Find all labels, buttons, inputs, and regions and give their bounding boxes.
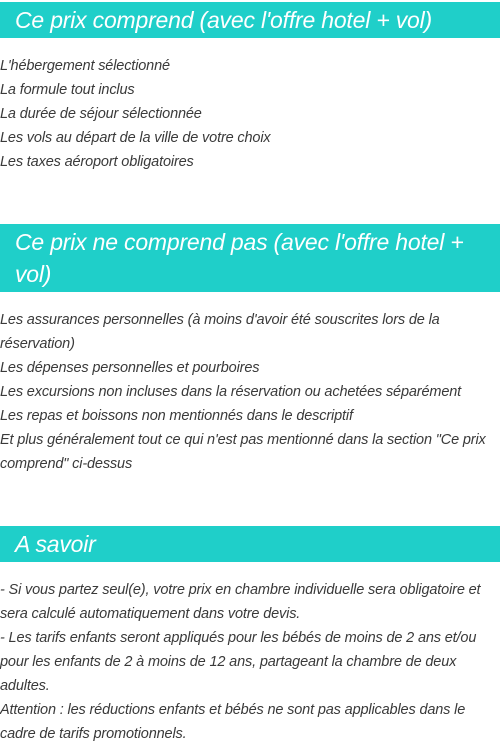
list-item: Les repas et boissons non mentionnés dans le descriptif	[0, 408, 353, 424]
section-spacer	[0, 174, 500, 224]
list-item: L'hébergement sélectionné	[0, 58, 170, 74]
list-item: Les vols au départ de la ville de votre choix	[0, 130, 271, 146]
list-item: Et plus généralement tout ce qui n'est pas mentionné dans la section "Ce prix comprend" ci-dessus	[0, 432, 486, 472]
excludes-title: Ce prix ne comprend pas (avec l'offre hotel + vol)	[0, 224, 500, 292]
excludes-section	[0, 224, 500, 476]
includes-list	[0, 38, 500, 174]
list-item: La formule tout inclus	[0, 82, 135, 98]
list-item: Les assurances personnelles (à moins d'avoir été souscrites lors de la réservation)	[0, 312, 440, 352]
includes-title: Ce prix comprend (avec l'offre hotel + vol)	[0, 2, 500, 38]
excludes-list	[0, 292, 500, 476]
info-title: A savoir	[0, 526, 500, 562]
list-item: La durée de séjour sélectionnée	[0, 106, 202, 122]
info-paragraph: - Si vous partez seul(e), votre prix en chambre individuelle sera obligatoire et sera calculé automatiquement dans votre devis.	[0, 582, 481, 622]
list-item: Les dépenses personnelles et pourboires	[0, 360, 260, 376]
includes-section	[0, 2, 500, 174]
info-list	[0, 562, 500, 746]
list-item: Les excursions non incluses dans la réservation ou achetées séparément	[0, 384, 462, 400]
info-section	[0, 526, 500, 746]
section-spacer	[0, 476, 500, 526]
list-item: Les taxes aéroport obligatoires	[0, 154, 194, 170]
info-paragraph: Attention : les réductions enfants et bébés ne sont pas applicables dans le cadre de tarifs promotionnels.	[0, 702, 466, 742]
info-paragraph: - Les tarifs enfants seront appliqués pour les bébés de moins de 2 ans et/ou pour les enfants de 2 à moins de 12 ans, partageant la chambre de deux adultes.	[0, 630, 477, 694]
